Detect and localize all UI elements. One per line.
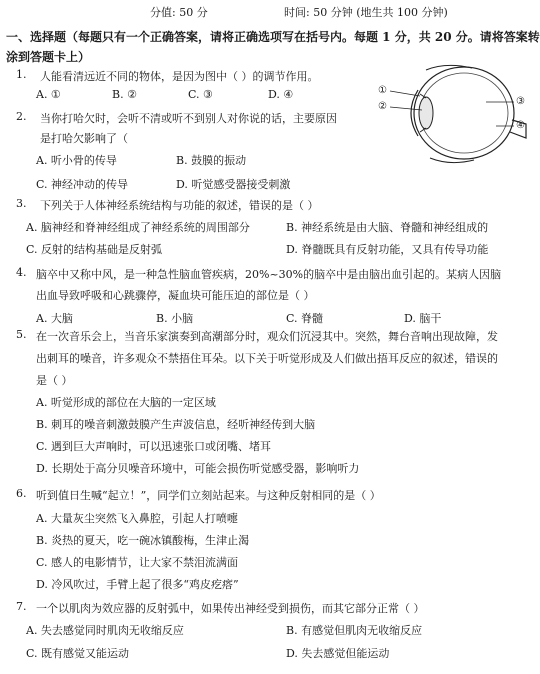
q7-option-c: C. 既有感觉又能运动 xyxy=(26,647,130,660)
q5-option-a: A. 听觉形成的部位在大脑的一定区域 xyxy=(36,396,216,409)
q1-stem: 人能看清远近不同的物体，是因为图中（ ）的调节作用。 xyxy=(40,70,319,83)
q6-option-c: C. 感人的电影情节，让大家不禁泪流满面 xyxy=(36,556,239,569)
marker-4: ④ xyxy=(516,120,525,131)
q3-option-d: D. 脊髓既具有反射功能，又具有传导功能 xyxy=(286,243,489,256)
q7-option-d: D. 失去感觉但能运动 xyxy=(286,647,390,660)
q6-stem: 听到值日生喊“起立！”，同学们立刻站起来。与这种反射相同的是（ ） xyxy=(36,489,381,502)
q3-option-b: B. 神经系统是由大脑、脊髓和神经组成的 xyxy=(286,221,489,234)
q6-number: 6. xyxy=(16,487,27,500)
q2-option-c: C. 神经冲动的传导 xyxy=(36,178,129,191)
eye-diagram-svg xyxy=(376,58,532,168)
q5-option-b: B. 刺耳的噪音刺激鼓膜产生声波信息，经听神经传到大脑 xyxy=(36,418,316,431)
q4-option-d: D. 脑干 xyxy=(404,312,442,325)
q1-option-d: D. ④ xyxy=(268,88,294,101)
q1-option-a: A. ① xyxy=(36,88,61,101)
q1-option-b: B. ② xyxy=(112,88,137,101)
q5-option-d: D. 长期处于高分贝噪音环境中，可能会损伤听觉感受器，影响听力 xyxy=(36,462,360,475)
q6-option-d: D. 冷风吹过，手臂上起了很多“鸡皮疙瘩” xyxy=(36,578,239,591)
q7-option-b: B. 有感觉但肌肉无收缩反应 xyxy=(286,624,423,637)
q4-stem-line2: 出血导致呼吸和心跳骤停，凝血块可能压迫的部位是（ ） xyxy=(36,289,315,302)
q6-option-a: A. 大量灰尘突然飞入鼻腔，引起人打喷嚏 xyxy=(36,512,238,525)
q7-option-a: A. 失去感觉同时肌肉无收缩反应 xyxy=(26,624,184,637)
q7-number: 7. xyxy=(16,600,27,613)
time-label: 时间: 50 分钟 (地生共 100 分钟) xyxy=(284,6,448,19)
section-title: 一、选择题（每题只有一个正确答案，请将正确选项写在括号内。每题 1 分，共 20 分。请将答案转 xyxy=(6,30,540,44)
q3-option-c: C. 反射的结构基础是反射弧 xyxy=(26,243,163,256)
q4-option-b: B. 小脑 xyxy=(156,312,194,325)
q4-option-a: A. 大脑 xyxy=(36,312,73,325)
eye-diagram xyxy=(376,58,532,168)
marker-3: ③ xyxy=(516,96,525,107)
q2-option-b: B. 鼓膜的振动 xyxy=(176,154,247,167)
q5-stem-line3: 是（ ） xyxy=(36,374,73,387)
q4-option-c: C. 脊髓 xyxy=(286,312,324,325)
q4-number: 4. xyxy=(16,266,27,279)
q3-option-a: A. 脑神经和脊神经组成了神经系统的周围部分 xyxy=(26,221,250,234)
q5-stem-line1: 在一次音乐会上，当音乐家演奏到高潮部分时，观众们沉浸其中。突然，舞台音响出现故障，发 xyxy=(36,330,498,343)
q2-stem-line1: 当你打哈欠时，会听不清或听不到别人对你说的话，主要原因 xyxy=(40,112,337,125)
q1-option-c: C. ③ xyxy=(188,88,213,101)
marker-2: ② xyxy=(378,101,387,112)
q3-stem: 下列关于人体神经系统结构与功能的叙述，错误的是（ ） xyxy=(40,199,319,212)
q3-number: 3. xyxy=(16,197,27,210)
q5-stem-line2: 出刺耳的噪音，许多观众不禁捂住耳朵。以下关于听觉形成及人们做出捂耳反应的叙述，错误的 xyxy=(36,352,498,365)
q5-number: 5. xyxy=(16,328,27,341)
q2-option-d: D. 听觉感受器接受刺激 xyxy=(176,178,291,191)
q7-stem: 一个以肌肉为效应器的反射弧中，如果传出神经受到损伤，而其它部分正常（ ） xyxy=(36,602,425,615)
q2-number: 2. xyxy=(16,110,27,123)
q2-option-a: A. 听小骨的传导 xyxy=(36,154,117,167)
q5-option-c: C. 遇到巨大声响时，可以迅速张口或闭嘴、堵耳 xyxy=(36,440,272,453)
score-label: 分值: 50 分 xyxy=(150,6,208,19)
q2-stem-line2: 是打哈欠影响了（ xyxy=(40,132,128,145)
q1-number: 1. xyxy=(16,68,27,81)
marker-1: ① xyxy=(378,85,387,96)
q4-stem-line1: 脑卒中又称中风，是一种急性脑血管疾病，20%~30%的脑卒中是由脑出血引起的。某病人因脑 xyxy=(36,268,502,281)
section-title-cont: 涂到答题卡上） xyxy=(6,50,91,64)
q6-option-b: B. 炎热的夏天，吃一碗冰镇酸梅，生津止渴 xyxy=(36,534,250,547)
